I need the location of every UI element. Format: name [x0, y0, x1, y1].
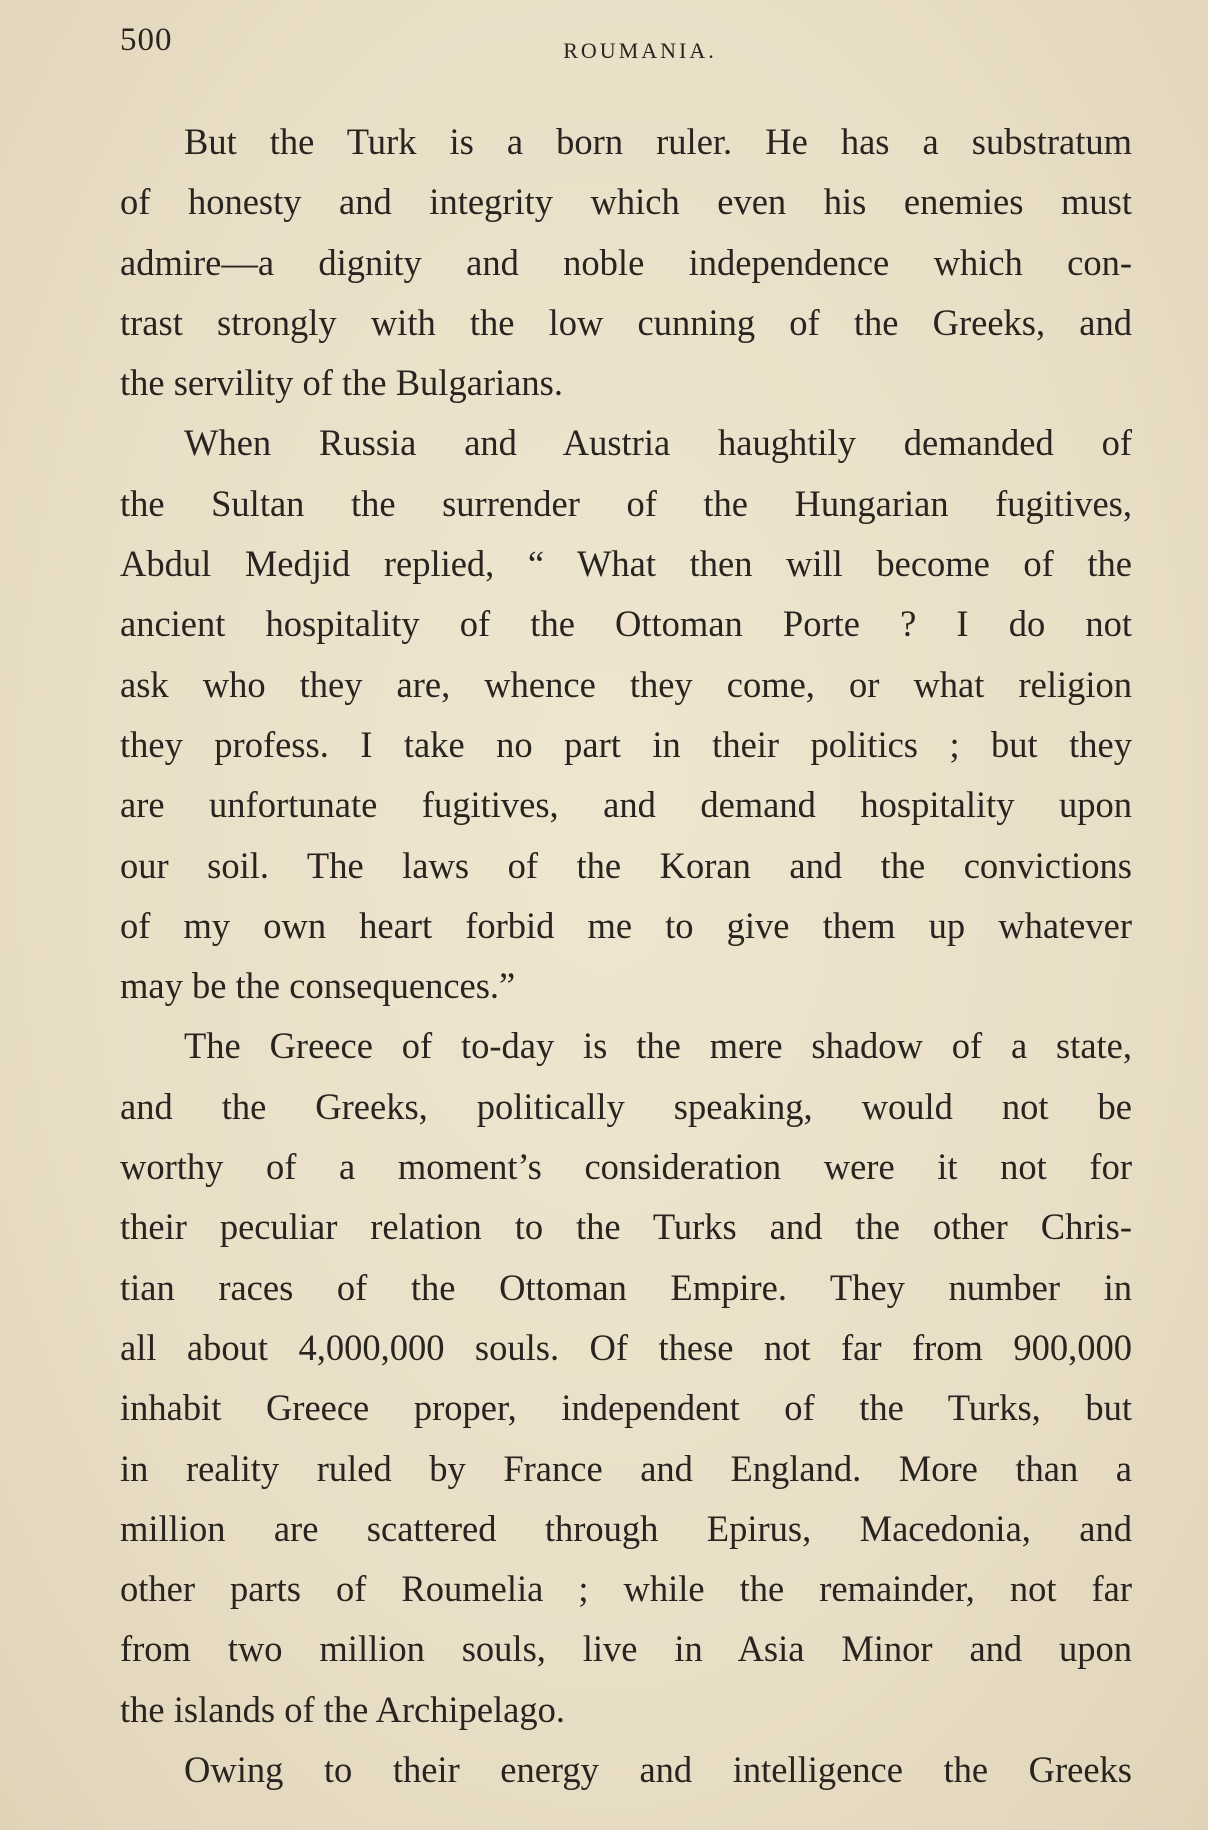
text-line: tian races of the Ottoman Empire. They number in	[120, 1266, 1132, 1308]
text-line: the islands of the Archipelago.	[120, 1688, 565, 1730]
text-line: are unfortunate fugitives, and demand hospitality upon	[120, 784, 1132, 826]
text-line: from two million souls, live in Asia Minor and upon	[120, 1628, 1132, 1670]
text-line: of my own heart forbid me to give them up whatever	[120, 904, 1132, 946]
text-line: all about 4,000,000 souls. Of these not far from 900,000	[120, 1326, 1132, 1368]
text-line: Abdul Medjid replied, “ What then will become of the	[120, 543, 1132, 585]
running-head: ROUMANIA.	[563, 38, 717, 63]
text-line: ancient hospitality of the Ottoman Porte ? I do not	[120, 603, 1132, 645]
text-line: other parts of Roumelia ; while the remainder, not far	[120, 1568, 1132, 1610]
text-line: in reality ruled by France and England. More than a	[120, 1447, 1132, 1489]
text-line: million are scattered through Epirus, Macedonia, and	[120, 1507, 1132, 1549]
page-number: 500	[120, 22, 173, 58]
text-line: and the Greeks, politically speaking, would not be	[120, 1085, 1132, 1127]
text-line: worthy of a moment’s consideration were it not for	[120, 1146, 1132, 1188]
text-line: our soil. The laws of the Koran and the convictions	[120, 844, 1132, 886]
text-line: admire—a dignity and noble independence which con-	[120, 241, 1132, 283]
text-line: the servility of the Bulgarians.	[120, 362, 563, 404]
text-line: ask who they are, whence they come, or what religion	[120, 663, 1132, 705]
page-header	[120, 22, 1130, 72]
text-line: trast strongly with the low cunning of the Greeks, and	[120, 301, 1132, 343]
text-line: of honesty and integrity which even his enemies must	[120, 181, 1132, 223]
text-line: their peculiar relation to the Turks and the other Chris-	[120, 1206, 1132, 1248]
text-line: the Sultan the surrender of the Hungarian fugitives,	[120, 482, 1132, 524]
text-line: But the Turk is a born ruler. He has a substratum	[184, 121, 1132, 162]
text-line: they profess. I take no part in their politics ; but they	[120, 723, 1132, 765]
text-line: inhabit Greece proper, independent of the Turks, but	[120, 1387, 1132, 1429]
text-line: may be the consequences.”	[120, 965, 516, 1007]
text-line: Owing to their energy and intelligence the Greeks	[184, 1749, 1132, 1791]
text-line: When Russia and Austria haughtily demanded of	[184, 422, 1132, 464]
body-text	[120, 112, 1132, 1800]
text-line: The Greece of to-day is the mere shadow of a state,	[184, 1025, 1132, 1067]
